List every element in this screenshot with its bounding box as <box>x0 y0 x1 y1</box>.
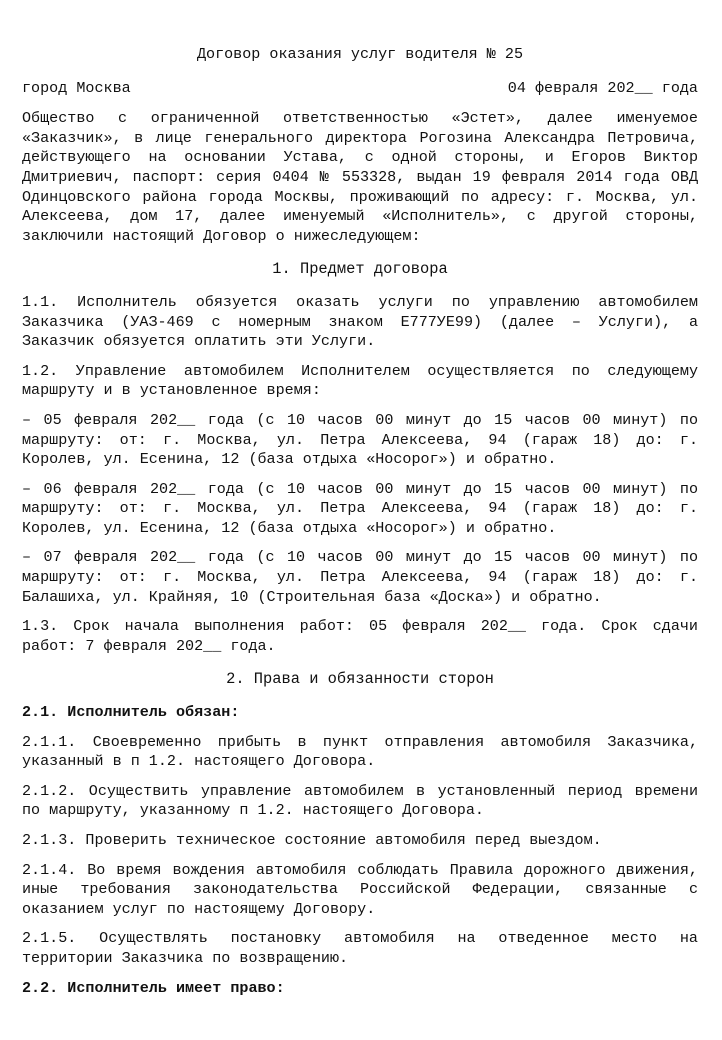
clause-1-3: 1.3. Срок начала выполнения работ: 05 февраля 202__ года. Срок сдачи работ: 7 февраля 202__ года. <box>22 617 698 655</box>
route-item: – 06 февраля 202__ года (с 10 часов 00 минут до 15 часов 00 минут) по маршруту: от: г. Москва, ул. Петра Алексеева, 94 (гараж 18) до: г. Королев, ул. Есенина, 12 (база отдыха «Носорог») и обратно. <box>22 479 698 537</box>
city: город Москва <box>22 78 131 97</box>
route-item: – 07 февраля 202__ года (с 10 часов 00 минут до 15 часов 00 минут) по маршруту: от: г. Москва, ул. Петра Алексеева, 94 (гараж 18) до: г. Балашиха, ул. Крайняя, 10 (Строительная база «Доска») и обратно. <box>22 548 698 606</box>
clause-2-1-5: 2.1.5. Осуществлять постановку автомобиля на отведенное место на территории Заказчика по возвращению. <box>22 929 698 967</box>
section-1-heading: 1. Предмет договора <box>272 260 448 279</box>
route-item: – 05 февраля 202__ года (с 10 часов 00 минут до 15 часов 00 минут) по маршруту: от: г. Москва, ул. Петра Алексеева, 94 (гараж 18) до: г. Королев, ул. Есенина, 12 (база отдыха «Носорог») и обратно. <box>22 410 698 469</box>
clause-1-1: 1.1. Исполнитель обязуется оказать услуги по управлению автомобилем Заказчика (УАЗ-469 с номерным знаком Е777УЕ99) (далее – Услуги), а Заказчик обязуется оплатить эти Услуги. <box>22 292 698 351</box>
section-2-heading: 2. Права и обязанности сторон <box>226 670 494 689</box>
clause-1-2: 1.2. Управление автомобилем Исполнителем осуществляется по следующему маршруту и в установленное время: <box>22 361 698 400</box>
contract-date: 04 февраля 202__ года <box>507 78 698 97</box>
clause-2-2-heading: 2.2. Исполнитель имеет право: <box>22 978 285 997</box>
city-date-row <box>22 79 698 99</box>
clause-2-1-2: 2.1.2. Осуществить управление автомобилем в установленный период времени по маршруту, указанному п 1.2. настоящего Договора. <box>22 781 698 820</box>
clause-2-1-4: 2.1.4. Во время вождения автомобиля соблюдать Правила дорожного движения, иные требования законодательства Российской Федерации, связанные с оказанием услуг по настоящему Договору. <box>22 860 698 918</box>
contract-document <box>22 45 698 1008</box>
clause-2-1-heading: 2.1. Исполнитель обязан: <box>22 703 240 722</box>
document-title: Договор оказания услуг водителя № 25 <box>196 45 524 63</box>
clause-2-1-3: 2.1.3. Проверить техническое состояние автомобиля перед выездом. <box>22 831 602 849</box>
clause-2-1-1: 2.1.1. Своевременно прибыть в пункт отправления автомобиля Заказчика, указанный в п 1.2. настоящего Договора. <box>22 732 698 771</box>
intro-paragraph: Общество с ограниченной ответственностью «Эстет», далее именуемое «Заказчик», в лице генерального директора Рогозина Александра Петровича, действующего на основании Устава, с одной стороны, и Егоров Виктор Дмитриевич, паспорт: серия 0404 № 553328, выдан 19 февраля 2014 года ОВД Одинцовского района города Москвы, проживающий по адресу: г. Москва, ул. Алексеева, дом 17, далее именуемый «Исполнитель», с другой стороны, заключили настоящий Договор о нижеследующем: <box>22 109 698 245</box>
